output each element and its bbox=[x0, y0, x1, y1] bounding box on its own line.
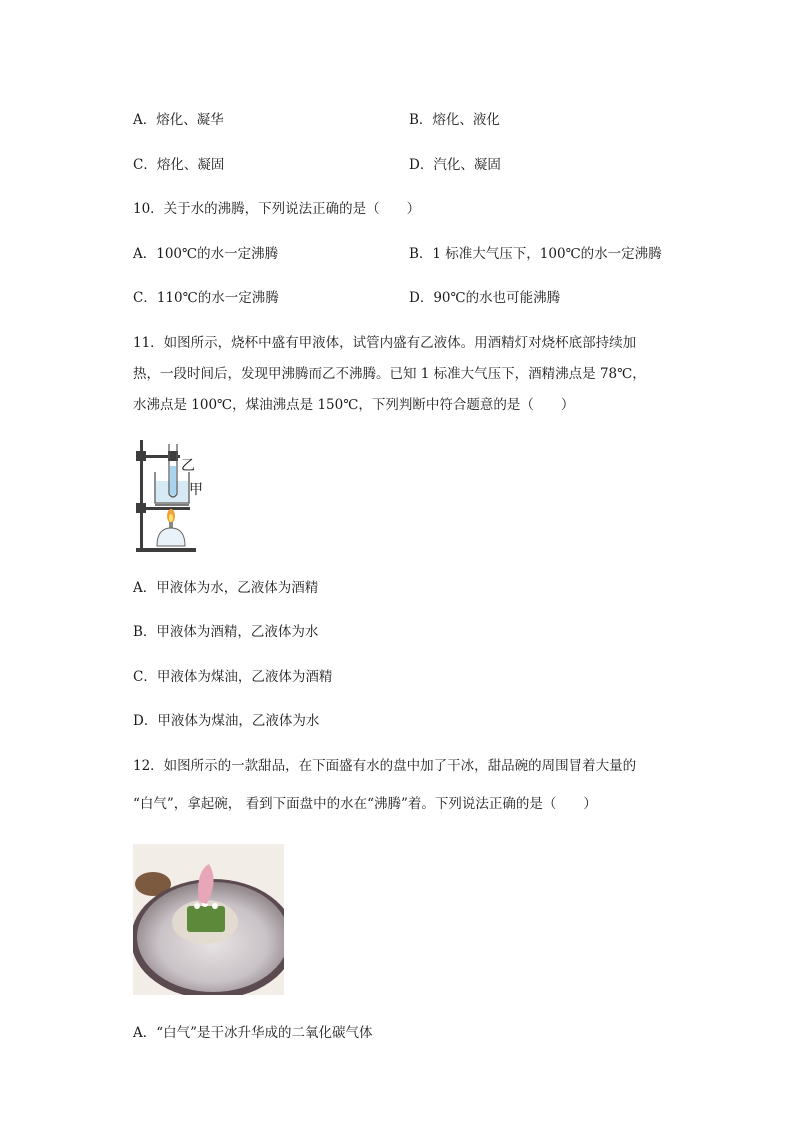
test-tube-liquid bbox=[170, 466, 176, 496]
q12-option-a: A．“白气”是干冰升华成的二氧化碳气体 bbox=[133, 1025, 373, 1041]
lamp-wick bbox=[169, 522, 173, 528]
q10-stem: 10．关于水的沸腾，下列说法正确的是（ ） bbox=[133, 201, 421, 217]
q12-dessert-photo bbox=[133, 844, 284, 995]
ring-knob bbox=[136, 503, 146, 513]
q10-option-b: B．1 标准大气压下，100℃的水一定沸腾 bbox=[409, 246, 662, 262]
clamp-knob bbox=[136, 451, 146, 461]
garnish-3 bbox=[212, 903, 218, 909]
q10-option-a: A．100℃的水一定沸腾 bbox=[133, 246, 279, 262]
iron-stand-beaker-icon bbox=[133, 436, 213, 556]
q11-stem-line3: 水沸点是 100℃，煤油沸点是 150℃，下列判断中符合题意的是（ ） bbox=[133, 397, 575, 413]
q11-option-d: D．甲液体为煤油，乙液体为水 bbox=[133, 713, 320, 729]
q9-option-a: A．熔化、凝华 bbox=[133, 112, 224, 128]
q12-stem-line1: 12．如图所示的一款甜品，在下面盛有水的盘中加了干冰，甜品碗的周围冒着大量的 bbox=[133, 758, 637, 774]
label-jia: 甲 bbox=[189, 482, 203, 498]
label-yi: 乙 bbox=[181, 458, 195, 474]
garnish-1 bbox=[194, 903, 200, 909]
q11-apparatus-figure bbox=[133, 436, 213, 556]
q11-option-b: B．甲液体为酒精，乙液体为水 bbox=[133, 624, 319, 640]
q11-stem-line1: 11．如图所示，烧杯中盛有甲液体，试管内盛有乙液体。用酒精灯对烧杯底部持续加 bbox=[133, 335, 637, 351]
alcohol-lamp bbox=[157, 528, 185, 546]
flame-core bbox=[169, 514, 173, 522]
q11-stem-line2: 热，一段时间后，发现甲沸腾而乙不沸腾。已知 1 标准大气压下，酒精沸点是 78℃， bbox=[133, 366, 646, 382]
q9-option-c: C．熔化、凝固 bbox=[133, 157, 225, 173]
gauze bbox=[155, 504, 189, 506]
q9-option-b: B．熔化、液化 bbox=[409, 112, 500, 128]
q9-option-d: D．汽化、凝固 bbox=[409, 157, 501, 173]
dessert-photo-icon bbox=[133, 844, 284, 995]
q11-option-a: A．甲液体为水，乙液体为酒精 bbox=[133, 580, 319, 596]
matcha-cake bbox=[187, 906, 225, 932]
q11-option-c: C．甲液体为煤油，乙液体为酒精 bbox=[133, 669, 333, 685]
q10-option-c: C．110℃的水一定沸腾 bbox=[133, 290, 279, 306]
ring-support bbox=[140, 507, 190, 510]
q10-option-d: D．90℃的水也可能沸腾 bbox=[409, 290, 561, 306]
q12-stem-line2: “白气”，拿起碗， 看到下面盘中的水在“沸腾”着。下列说法正确的是（ ） bbox=[133, 796, 597, 812]
stand-base bbox=[136, 548, 196, 552]
